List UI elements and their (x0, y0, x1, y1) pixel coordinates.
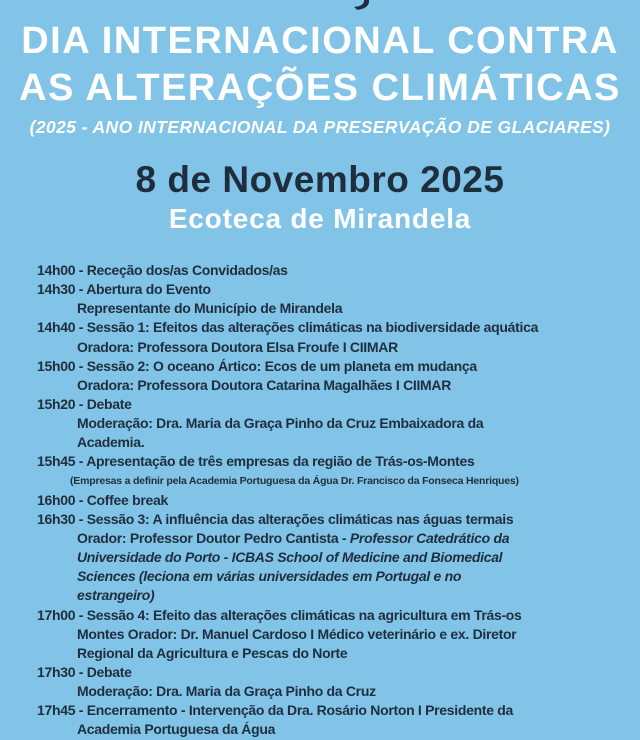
schedule-line: estrangeiro) (77, 587, 155, 604)
schedule-line: 14h40 - Sessão 1: Efeitos das alterações climáticas na biodiversidade aquática (37, 319, 539, 336)
schedule-line: Academia Portuguesa da Água (77, 721, 276, 738)
poster-subtitle: (2025 - ANO INTERNACIONAL DA PRESERVAÇÃO DE GLACIARES) (29, 117, 611, 137)
schedule-list (37, 261, 640, 740)
schedule-line: Academia. (77, 434, 145, 451)
speaker-label: Orador: Professor Doutor Pedro Cantista - (77, 529, 350, 546)
event-date: 8 de Novembro 2025 (135, 159, 505, 200)
schedule-line: Universidade do Porto - ICBAS School of Medicine and Biomedical (77, 549, 503, 566)
schedule-line: Oradora: Professora Doutora Elsa Froufe I CIIMAR (77, 338, 398, 355)
schedule-line (37, 529, 640, 548)
schedule-line: Regional da Agricultura e Pescas do Norte (77, 644, 348, 661)
schedule-line: Moderação: Dra. Maria da Graça Pinho da Cruz Embaixadora da (77, 415, 484, 432)
schedule-line: 15h45 - Apresentação de três empresas da região de Trás-os-Montes (37, 453, 475, 470)
schedule-line: 14h00 - Receção dos/as Convidados/as (37, 262, 288, 278)
cropped-cedilla-icon (353, 0, 370, 10)
poster-title-line2: AS ALTERAÇÕES CLIMÁTICAS (19, 67, 621, 109)
event-venue: Ecoteca de Mirandela (168, 203, 472, 234)
schedule-line: 17h30 - Debate (37, 663, 132, 680)
schedule-line: 17h00 - Sessão 4: Efeito das alterações climáticas na agricultura em Trás-os (37, 606, 522, 623)
poster-title-line1: DIA INTERNACIONAL CONTRA (21, 20, 619, 62)
schedule-line: Representante do Município de Mirandela (77, 300, 343, 317)
schedule-line: 15h20 - Debate (37, 395, 132, 412)
schedule-line: Sciences (leciona em várias universidades em Portugal e no (77, 568, 462, 585)
schedule-line: Montes Orador: Dr. Manuel Cardoso I Médico veterinário e ex. Diretor (77, 625, 517, 642)
schedule-line: Moderação: Dra. Maria da Graça Pinho da Cruz (77, 683, 376, 700)
schedule-line: 14h30 - Abertura do Evento (37, 281, 211, 298)
schedule-line-smallprint: (Empresas a definir pela Academia Portuguesa da Água Dr. Francisco da Fonseca Henriques) (70, 474, 519, 487)
schedule-line: 15h00 - Sessão 2: O oceano Ártico: Ecos de um planeta em mudança (37, 357, 477, 374)
schedule-line: 17h45 - Encerramento - Intervenção da Dra. Rosário Norton I Presidente da (37, 702, 514, 719)
schedule-line: Oradora: Professora Doutora Catarina Magalhães I CIIMAR (77, 376, 452, 393)
schedule-line: 16h00 - Coffee break (37, 491, 168, 508)
schedule-line: 16h30 - Sessão 3: A influência das alterações climáticas nas águas termais (37, 510, 514, 527)
speaker-title-italic: Professor Catedrático da (349, 529, 510, 546)
